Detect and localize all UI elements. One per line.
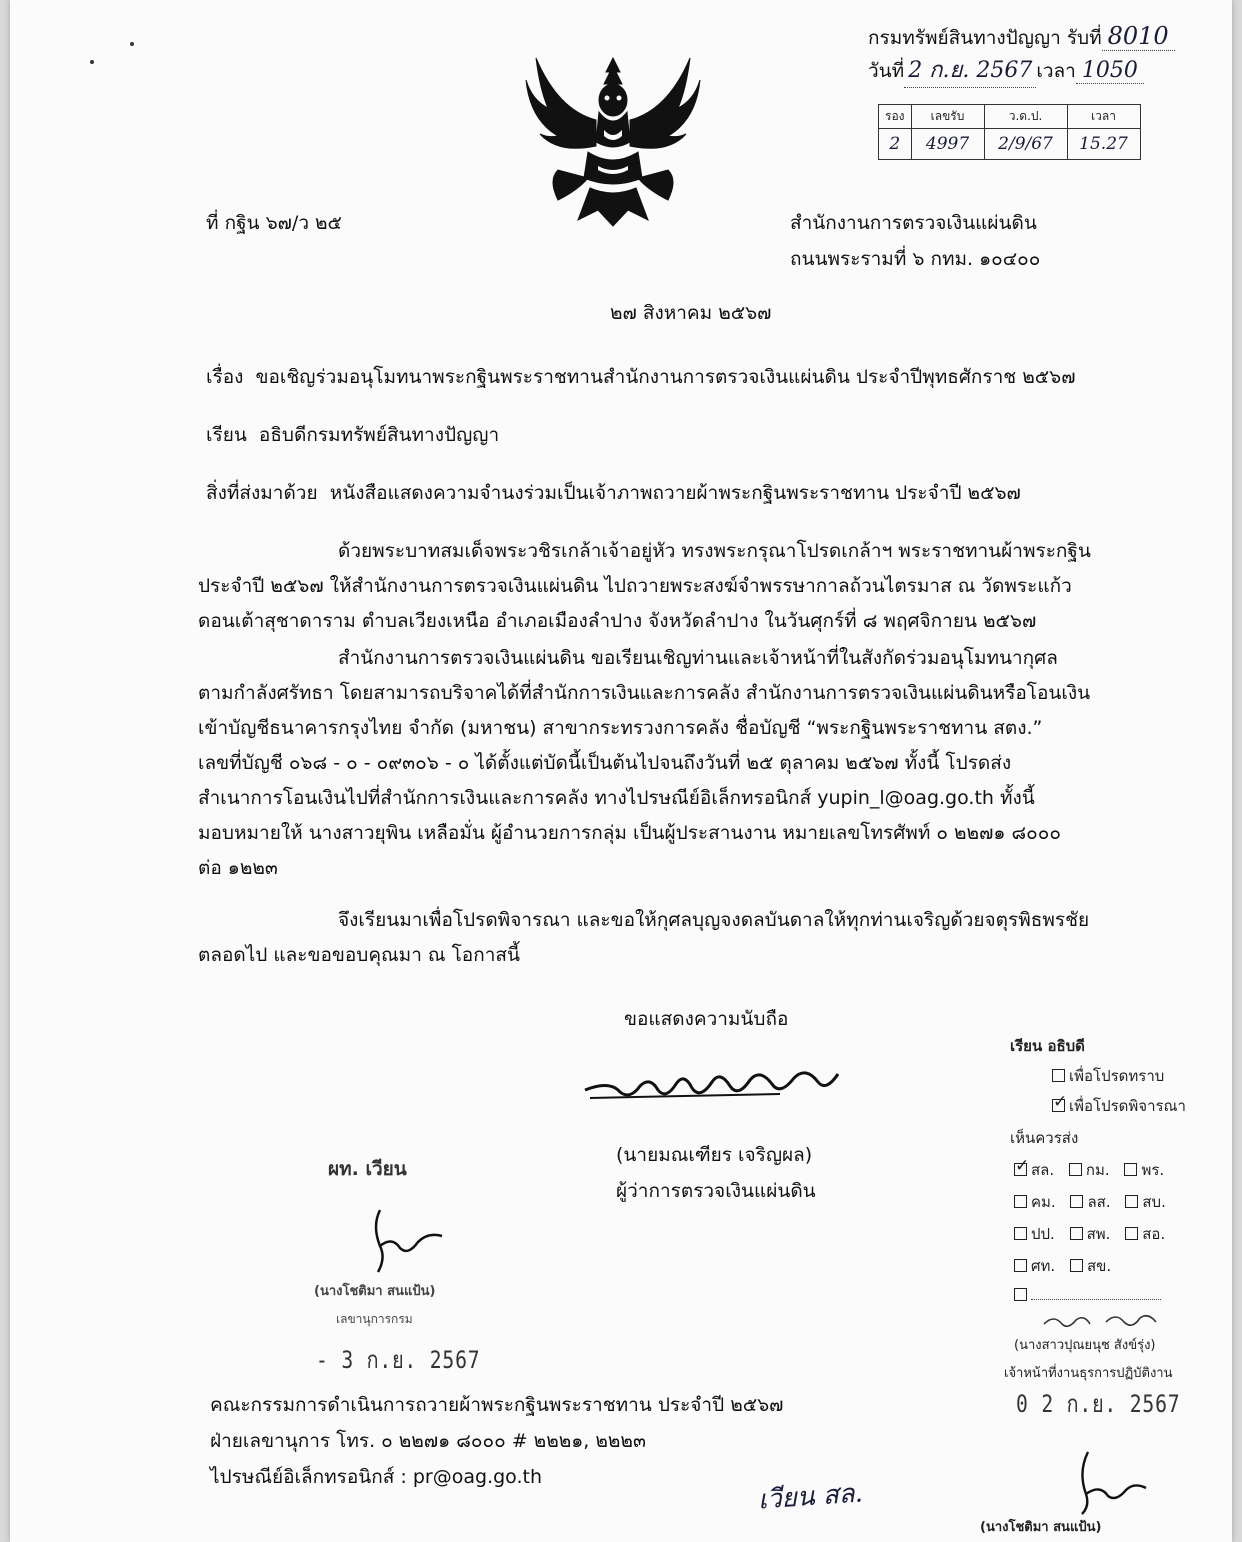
signature-director <box>580 1060 850 1110</box>
paragraph-line: ด้วยพระบาทสมเด็จพระวชิรเกล้าเจ้าอยู่หัว ทรงพระกรุณาโปรดเกล้าฯ พระราชทานผ้าพระกฐิน <box>338 540 1091 562</box>
division-label: สล. <box>1031 1161 1055 1179</box>
paragraph-line: ตามกำลังศรัทธา โดยสามารถบริจาคได้ที่สำนักการเงินและการคลัง สำนักงานการตรวจเงินแผ่นดินหรือโอนเงิน <box>198 682 1091 704</box>
paragraph-line: ประจำปี ๒๕๖๗ ให้สำนักงานการตรวจเงินแผ่นดิน ไปถวายพระสงฆ์จำพรรษากาลถ้วนไตรมาส ณ วัดพระแก้ว <box>198 575 1072 597</box>
receipt-log-header: เลขรับ <box>911 105 984 129</box>
paragraph-line: ตลอดไป และขอขอบคุณมา ณ โอกาสนี้ <box>198 944 520 966</box>
reference-number: ที่ กฐิน ๖๗/ว ๒๕ <box>206 212 342 234</box>
signature-secretary <box>358 1206 448 1276</box>
division-label: สข. <box>1086 1257 1112 1275</box>
division-checkbox[interactable] <box>1014 1163 1027 1176</box>
subject-label: เรื่อง <box>206 366 244 388</box>
secretary-date-stamp: - 3 ก.ย. 2567 <box>316 1346 481 1374</box>
paragraph-line: มอบหมายให้ นางสาวยุพิน เหลือมั่น ผู้อำนวยการกลุ่ม เป็นผู้ประสานงาน หมายเลขโทรศัพท์ ๐ ๒๒๗๑ ๘๐๐๐ <box>198 822 1061 844</box>
scan-speck <box>130 42 134 46</box>
signatory-title: ผู้ว่าการตรวจเงินแผ่นดิน <box>616 1180 816 1202</box>
signatory-name: (นายมณเฑียร เจริญผล) <box>616 1144 813 1166</box>
letter-date: ๒๗ สิงหาคม ๒๕๖๗ <box>610 302 772 324</box>
paragraph-line: เข้าบัญชีธนาคารกรุงไทย จำกัด (มหาชน) สาขากระทรวงการคลัง ชื่อบัญชี “พระกฐินพระราชทาน สตง.” <box>198 717 1043 739</box>
paragraph-line: สำเนาการโอนเงินไปที่สำนักการเงินและการคลัง ทางไปรษณีย์อิเล็กทรอนิกส์ yupin_l@oag.go.th ทั้งนี้ <box>198 787 1035 809</box>
division-checkbox[interactable] <box>1069 1163 1082 1176</box>
received-org-label: กรมทรัพย์สินทางปัญญา รับที่ <box>868 27 1102 49</box>
division-label: สพ. <box>1086 1225 1111 1243</box>
checkbox-consider[interactable] <box>1052 1099 1065 1112</box>
checkbox-acknowledge[interactable] <box>1052 1069 1065 1082</box>
received-number: 8010 <box>1102 22 1175 51</box>
enclosure-line <box>206 478 1021 508</box>
signature-officer <box>1040 1310 1160 1332</box>
routing-to: เรียน อธิบดี <box>1010 1037 1085 1055</box>
received-time: 1050 <box>1076 58 1144 84</box>
footer-email: ไปรษณีย์อิเล็กทรอนิกส์ : pr@oag.go.th <box>210 1466 542 1488</box>
division-checkbox[interactable] <box>1125 1227 1138 1240</box>
division-row <box>1014 1158 1164 1182</box>
signature-secretary-bottom <box>1060 1448 1150 1518</box>
handwritten-note: เวียน สล. <box>757 1478 864 1516</box>
division-label: สบ. <box>1142 1193 1166 1211</box>
subject-line <box>206 362 1075 392</box>
division-checkbox[interactable] <box>1125 1195 1138 1208</box>
division-label: ศท. <box>1031 1257 1056 1275</box>
division-row-blank <box>1014 1286 1161 1304</box>
enclosure-label: สิ่งที่ส่งมาด้วย <box>206 482 318 504</box>
sender-line-2: ถนนพระรามที่ ๖ กทม. ๑๐๔๐๐ <box>790 248 1041 270</box>
circulation-stamp: ผท. เวียน <box>328 1158 407 1180</box>
option-label: เพื่อโปรดพิจารณา <box>1069 1097 1186 1115</box>
received-date: 2 ก.ย. 2567 <box>904 52 1036 88</box>
paragraph-line: จึงเรียนมาเพื่อโปรดพิจารณา และขอให้กุศลบุญจงดลบันดาลให้ทุกท่านเจริญด้วยจตุรพิธพรชัย <box>338 909 1090 931</box>
body-paragraph-2 <box>198 641 1093 886</box>
scan-speck <box>90 60 94 64</box>
secretary-title: เลขานุการกรม <box>336 1312 413 1326</box>
division-checkbox[interactable] <box>1070 1259 1083 1272</box>
officer-name: (นางสาวปุณยนุช สังข์รุ่ง) <box>1014 1338 1156 1353</box>
option-label: เพื่อโปรดทราบ <box>1069 1067 1165 1085</box>
division-label: พร. <box>1141 1161 1165 1179</box>
footer-committee: คณะกรรมการดำเนินการถวายผ้าพระกฐินพระราชทาน ประจำปี ๒๕๖๗ <box>210 1394 784 1416</box>
officer-title: เจ้าหน้าที่งานธุรการปฏิบัติงาน <box>1004 1366 1173 1381</box>
division-row <box>1014 1222 1165 1246</box>
paragraph-line: สำนักงานการตรวจเงินแผ่นดิน ขอเรียนเชิญท่านและเจ้าหน้าที่ในสังกัดร่วมอนุโมทนากุศล <box>338 647 1058 669</box>
receipt-log-header: ว.ด.ป. <box>984 105 1067 129</box>
division-checkbox[interactable] <box>1014 1259 1027 1272</box>
subject-text: ขอเชิญร่วมอนุโมทนาพระกฐินพระราชทานสำนักงานการตรวจเงินแผ่นดิน ประจำปีพุทธศักราช ๒๕๖๗ <box>255 366 1076 388</box>
receipt-log-value: 2/9/67 <box>984 129 1067 160</box>
division-label: ลส. <box>1087 1193 1111 1211</box>
closing-text: ขอแสดงความนับถือ <box>624 1008 789 1030</box>
division-checkbox[interactable] <box>1014 1288 1027 1301</box>
division-checkbox[interactable] <box>1014 1195 1027 1208</box>
division-checkbox[interactable] <box>1014 1227 1027 1240</box>
received-date-label: วันที่ <box>868 60 905 82</box>
recipient-line <box>206 420 499 450</box>
paragraph-line: เลขที่บัญชี ๐๖๘ - ๐ - ๐๙๓๐๖ - ๐ ได้ตั้งแต่บัดนี้เป็นต้นไปจนถึงวันที่ ๒๕ ตุลาคม ๒๕๖๗ ทั้งนี้ โปรดส่ง <box>198 752 1012 774</box>
bottom-signer-name: (นางโชติมา สนแป้น) <box>980 1520 1102 1535</box>
body-paragraph-1 <box>198 534 1093 639</box>
division-checkbox[interactable] <box>1124 1163 1137 1176</box>
footer-phone: ฝ่ายเลขานุการ โทร. ๐ ๒๒๗๑ ๘๐๐๐ # ๒๒๒๑, ๒๒๒๓ <box>210 1430 646 1452</box>
division-label: คม. <box>1031 1193 1056 1211</box>
receipt-log-value: 2 <box>879 129 912 160</box>
division-row <box>1014 1254 1111 1278</box>
enclosure-text: หนังสือแสดงความจำนงร่วมเป็นเจ้าภาพถวายผ้าพระกฐินพระราชทาน ประจำปี ๒๕๖๗ <box>329 482 1021 504</box>
receipt-log-value-row <box>879 129 1141 160</box>
routing-option <box>1052 1094 1186 1118</box>
paragraph-line: ต่อ ๑๒๒๓ <box>198 857 278 879</box>
recipient-text: อธิบดีกรมทรัพย์สินทางปัญญา <box>258 424 500 446</box>
division-checkbox[interactable] <box>1070 1195 1083 1208</box>
receipt-log-header: เวลา <box>1067 105 1140 129</box>
division-label: สอ. <box>1142 1225 1166 1243</box>
received-time-label: เวลา <box>1036 60 1076 82</box>
receipt-log-table <box>878 104 1141 160</box>
division-row <box>1014 1190 1166 1214</box>
received-stamp <box>868 22 1175 53</box>
routing-option <box>1052 1064 1164 1088</box>
routing-send-label: เห็นควรส่ง <box>1010 1129 1079 1147</box>
receipt-log-value: 15.27 <box>1067 129 1140 160</box>
garuda-emblem <box>518 50 708 230</box>
body-paragraph-3 <box>198 903 1093 973</box>
officer-date-stamp: 0 2 ก.ย. 2567 <box>1016 1390 1181 1418</box>
paragraph-line: ดอนเต้าสุชาดาราม ตำบลเวียงเหนือ อำเภอเมืองลำปาง จังหวัดลำปาง ในวันศุกร์ที่ ๘ พฤศจิกายน ๒๕๖๗ <box>198 610 1037 632</box>
received-date-line <box>868 52 1144 88</box>
division-checkbox[interactable] <box>1070 1227 1083 1240</box>
document-page <box>10 0 1232 1542</box>
recipient-label: เรียน <box>206 424 247 446</box>
sender-line-1: สำนักงานการตรวจเงินแผ่นดิน <box>790 212 1037 234</box>
receipt-log-value: 4997 <box>911 129 984 160</box>
receipt-log-header: รอง <box>879 105 912 129</box>
secretary-name: (นางโชติมา สนแป้น) <box>314 1284 436 1299</box>
division-label: กม. <box>1085 1161 1110 1179</box>
division-label: ปป. <box>1031 1225 1055 1243</box>
receipt-log-header-row <box>879 105 1141 129</box>
